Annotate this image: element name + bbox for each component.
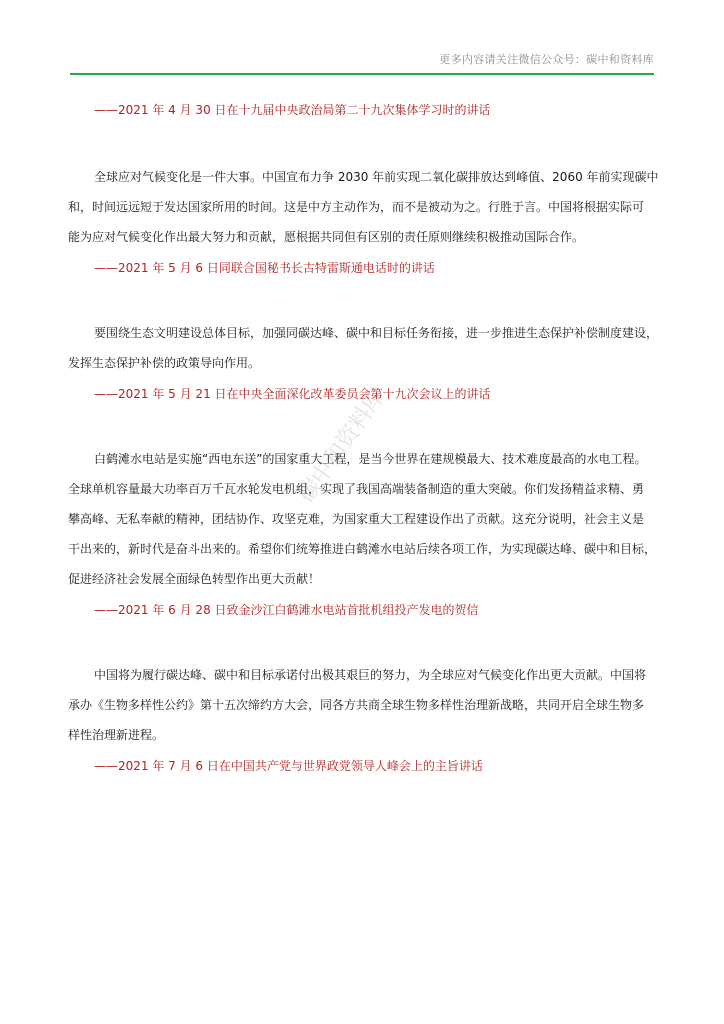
paragraph [68, 318, 659, 378]
paragraph-line: 发挥生态保护补偿的政策导向作用。 [68, 356, 261, 370]
citation: ——2021 年 5 月 21 日在中央全面深化改革委员会第十九次会议上的讲话 [94, 387, 491, 401]
quote-block [68, 318, 659, 404]
paragraph-line: 承办《生物多样性公约》第十五次缔约方大会，同各方共商全球生物多样性治理新战略，共同开启全球生物多 [68, 698, 645, 712]
paragraph-line: 全球单机容量最大功率百万千瓦水轮发电机组，实现了我国高端装备制造的重大突破。你们发扬精益求精、勇 [68, 482, 645, 496]
paragraph-line: 全球应对气候变化是一件大事。中国宣布力争 2030 年前实现二氧化碳排放达到峰值、2060 年前实现碳中 [94, 170, 659, 184]
watermark: 碳中和资料库 [294, 384, 391, 508]
paragraph-line: 能为应对气候变化作出最大努力和贡献，愿根据共同但有区别的责任原则继续积极推动国际合作。 [68, 230, 585, 244]
paragraph-line: 中国将为履行碳达峰、碳中和目标承诺付出极其艰巨的努力，为全球应对气候变化作出更大贡献。中国将 [94, 668, 647, 682]
quote-block [68, 444, 658, 620]
citation: ——2021 年 5 月 6 日同联合国秘书长古特雷斯通电话时的讲话 [94, 261, 435, 275]
paragraph-line: 要围绕生态文明建设总体目标，加强同碳达峰、碳中和目标任务衔接，进一步推进生态保护补偿制度建设， [94, 326, 659, 340]
paragraph-line: 促进经济社会发展全面绿色转型作出更大贡献！ [68, 572, 321, 586]
paragraph-line: 攀高峰、无私奉献的精神，团结协作、攻坚克难，为国家重大工程建设作出了贡献。这充分说明，社会主义是 [68, 512, 645, 526]
quote-block [68, 660, 658, 776]
quote-block [68, 162, 659, 278]
document-body [68, 96, 659, 776]
paragraph [68, 162, 659, 252]
paragraph-line: 干出来的，新时代是奋斗出来的。希望你们统筹推进白鹤滩水电站后续各项工作，为实现碳达峰、碳中和目标， [68, 542, 657, 556]
paragraph [68, 444, 658, 594]
citation: ——2021 年 4 月 30 日在十九届中央政治局第二十九次集体学习时的讲话 [94, 103, 491, 117]
paragraph-line: 白鹤滩水电站是实施“西电东送”的国家重大工程，是当今世界在建规模最大、技术难度最高的水电工程。 [94, 452, 647, 466]
paragraph-line: 样性治理新进程。 [68, 728, 165, 742]
citation: ——2021 年 7 月 6 日在中国共产党与世界政党领导人峰会上的主旨讲话 [94, 759, 483, 773]
paragraph-line: 和，时间远远短于发达国家所用的时间。这是中方主动作为，而不是被动为之。行胜于言。中国将根据实际可 [68, 200, 645, 214]
citation: ——2021 年 6 月 28 日致金沙江白鹤滩水电站首批机组投产发电的贺信 [94, 603, 479, 617]
page-header: 更多内容请关注微信公众号：碳中和资料库 [439, 53, 654, 66]
header-divider [70, 73, 654, 75]
paragraph [68, 660, 658, 750]
